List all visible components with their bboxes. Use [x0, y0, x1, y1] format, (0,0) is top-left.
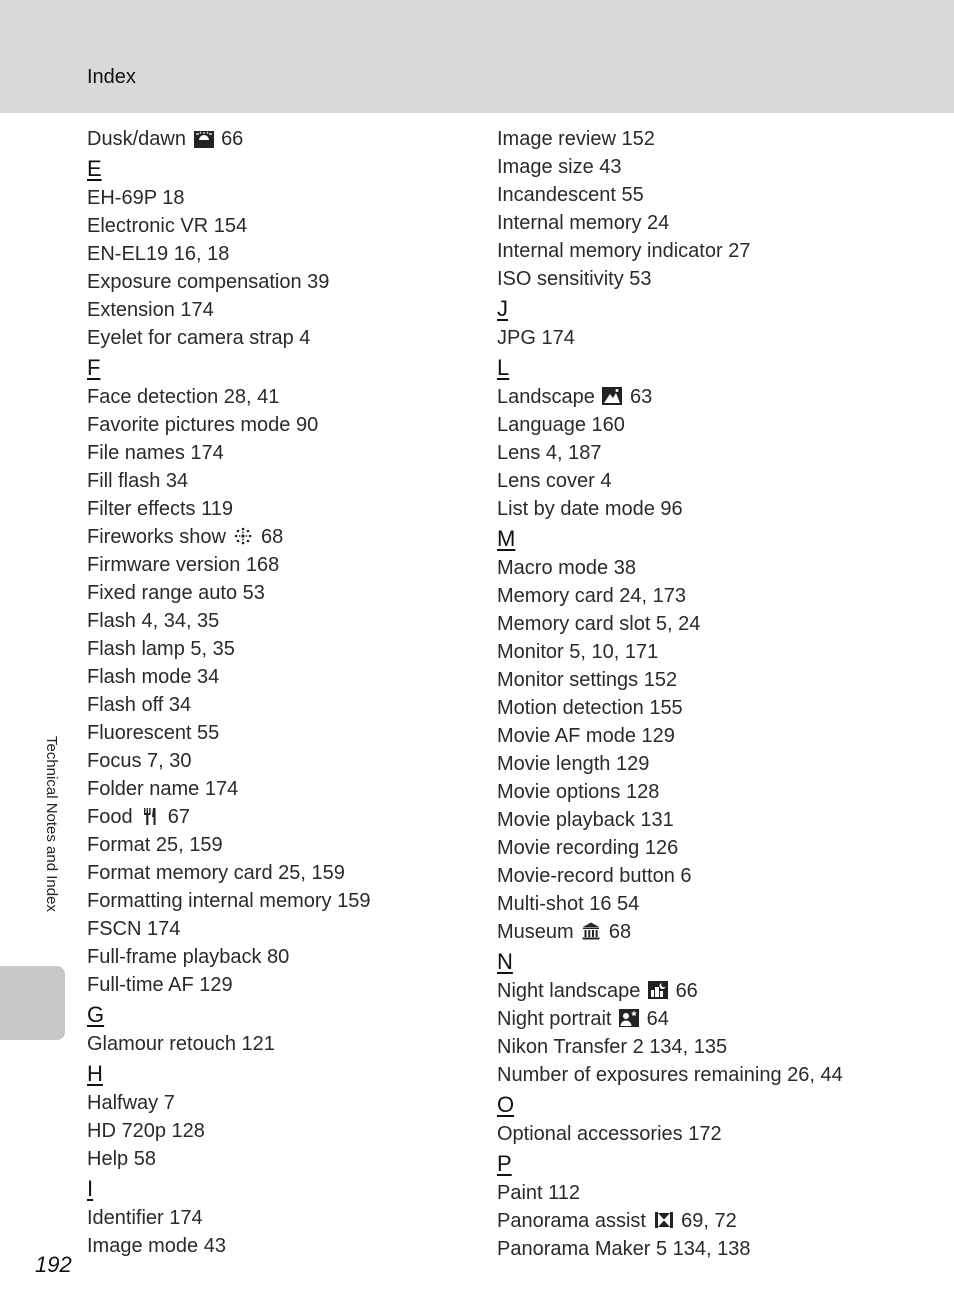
section-letter-n: N: [497, 949, 513, 974]
entry-text: Panorama assist: [497, 1210, 646, 1232]
entry-text: Museum: [497, 921, 574, 943]
index-entry: Movie options 128: [497, 781, 660, 803]
index-entry: Full-frame playback 80: [87, 946, 290, 968]
index-entry: List by date mode 96: [497, 498, 683, 520]
index-entry: Lens cover 4: [497, 470, 612, 492]
index-entry: [497, 383, 843, 411]
section-letter-e: E: [87, 156, 102, 181]
index-entry: Flash off 34: [87, 694, 192, 716]
section-letter-g: G: [87, 1002, 105, 1027]
entry-page: 67: [167, 806, 190, 828]
index-entry: Movie length 129: [497, 753, 650, 775]
index-entry: Paint 112: [497, 1182, 581, 1204]
entry-page: 63: [630, 386, 653, 408]
index-entry: Incandescent 55: [497, 184, 644, 206]
index-entry: Extension 174: [87, 299, 214, 321]
index-entry: Fluorescent 55: [87, 722, 220, 744]
index-entry: Filter effects 119: [87, 498, 233, 520]
index-entry: Help 58: [87, 1148, 156, 1170]
index-entry: [497, 1207, 843, 1235]
index-entry: Favorite pictures mode 90: [87, 414, 319, 436]
entry-text: Landscape: [497, 386, 595, 408]
index-column-left: [87, 125, 370, 1260]
night-portrait-icon: [619, 1008, 639, 1028]
page-number: 192: [35, 1252, 72, 1277]
index-entry: Nikon Transfer 2 134, 135: [497, 1036, 728, 1058]
section-letter-i: I: [87, 1176, 94, 1201]
section-letter-j: J: [497, 296, 508, 321]
index-entry: Full-time AF 129: [87, 974, 233, 996]
section-letter-l: L: [497, 355, 510, 380]
section-letter-f: F: [87, 355, 101, 380]
index-entry: Memory card slot 5, 24: [497, 613, 701, 635]
index-entry: Firmware version 168: [87, 554, 280, 576]
index-entry: Flash lamp 5, 35: [87, 638, 235, 660]
panorama-assist-icon: [654, 1210, 674, 1230]
index-entry: Flash 4, 34, 35: [87, 610, 220, 632]
index-entry: Image size 43: [497, 156, 622, 178]
entry-text: Dusk/dawn: [87, 128, 186, 150]
index-entry: Folder name 174: [87, 778, 239, 800]
index-entry: [87, 125, 370, 153]
index-entry: [87, 803, 370, 831]
index-entry: Memory card 24, 173: [497, 585, 686, 607]
index-entry: [497, 918, 843, 946]
index-entry: Eyelet for camera strap 4: [87, 327, 311, 349]
index-entry: FSCN 174: [87, 918, 181, 940]
index-entry: [87, 523, 370, 551]
section-letter-h: H: [87, 1061, 103, 1086]
index-entry: Language 160: [497, 414, 625, 436]
entry-page: 66: [675, 980, 698, 1002]
index-entry: EN-EL19 16, 18: [87, 243, 230, 265]
page-header: [0, 0, 954, 113]
index-entry: Internal memory indicator 27: [497, 240, 751, 262]
fireworks-icon: [233, 526, 253, 546]
index-entry: ISO sensitivity 53: [497, 268, 652, 290]
index-entry: Lens 4, 187: [497, 442, 602, 464]
entry-page: 64: [646, 1008, 669, 1030]
index-entry: Multi-shot 16 54: [497, 893, 640, 915]
index-entry: Motion detection 155: [497, 697, 683, 719]
entry-page: 68: [608, 921, 632, 943]
index-entry: Optional accessories 172: [497, 1123, 722, 1145]
chapter-side-label: Technical Notes and Index: [43, 736, 60, 912]
index-entry: Exposure compensation 39: [87, 271, 330, 293]
entry-page: 69, 72: [681, 1210, 737, 1232]
index-entry: File names 174: [87, 442, 224, 464]
index-entry: Flash mode 34: [87, 666, 220, 688]
section-letter-o: O: [497, 1092, 515, 1117]
index-entry: Movie-record button 6: [497, 865, 692, 887]
chapter-thumb-tab: [0, 966, 65, 1040]
index-entry: Number of exposures remaining 26, 44: [497, 1064, 843, 1086]
section-letter-m: M: [497, 526, 516, 551]
index-entry: [497, 977, 843, 1005]
entry-page: 68: [261, 526, 284, 548]
index-entry: Face detection 28, 41: [87, 386, 280, 408]
index-entry: Image mode 43: [87, 1235, 226, 1257]
index-entry: Glamour retouch 121: [87, 1033, 275, 1055]
index-entry: Electronic VR 154: [87, 215, 248, 237]
food-icon: [140, 806, 160, 826]
header-title: Index: [87, 66, 136, 88]
index-entry: Format 25, 159: [87, 834, 223, 856]
dusk-dawn-icon: [194, 128, 214, 148]
index-entry: Fixed range auto 53: [87, 582, 265, 604]
index-entry: EH-69P 18: [87, 187, 185, 209]
index-entry: Image review 152: [497, 128, 655, 150]
index-entry: Monitor 5, 10, 171: [497, 641, 659, 663]
index-entry: [497, 1005, 843, 1033]
entry-text: Fireworks show: [87, 526, 226, 548]
index-entry: Halfway 7: [87, 1092, 175, 1114]
entry-text: Night portrait: [497, 1008, 612, 1030]
index-entry: Movie AF mode 129: [497, 725, 675, 747]
index-entry: HD 720p 128: [87, 1120, 205, 1142]
index-entry: Movie playback 131: [497, 809, 674, 831]
index-entry: Monitor settings 152: [497, 669, 678, 691]
index-column-right: [497, 125, 843, 1263]
index-entry: JPG 174: [497, 327, 575, 349]
index-entry: Formatting internal memory 159: [87, 890, 371, 912]
index-entry: Macro mode 38: [497, 557, 636, 579]
index-entry: Identifier 174: [87, 1207, 203, 1229]
entry-text: Food: [87, 806, 133, 828]
index-entry: Format memory card 25, 159: [87, 862, 345, 884]
museum-icon: [581, 921, 601, 941]
entry-text: Night landscape: [497, 980, 641, 1002]
night-landscape-icon: [648, 980, 668, 1000]
section-letter-p: P: [497, 1151, 512, 1176]
index-entry: Focus 7, 30: [87, 750, 192, 772]
entry-page: 66: [221, 128, 244, 150]
landscape-icon: [602, 386, 622, 406]
index-entry: Panorama Maker 5 134, 138: [497, 1238, 751, 1260]
index-entry: Fill flash 34: [87, 470, 189, 492]
index-entry: Movie recording 126: [497, 837, 679, 859]
index-entry: Internal memory 24: [497, 212, 670, 234]
